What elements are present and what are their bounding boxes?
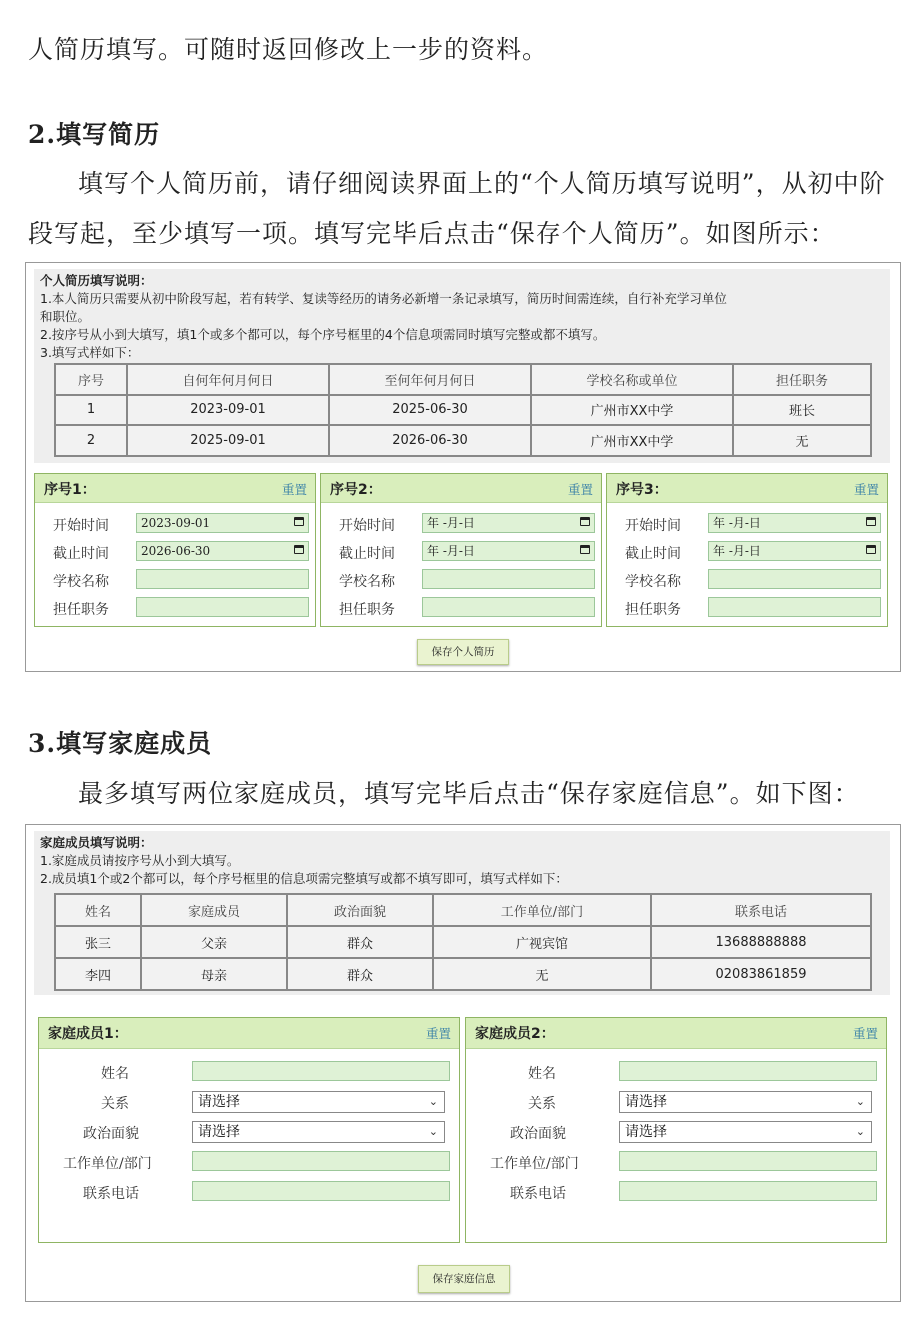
end-time-label: 截止时间 [53, 546, 109, 562]
section-heading-resume: 2.填写简历 [28, 120, 161, 149]
role-input[interactable] [708, 597, 881, 617]
relation-select[interactable]: 请选择 ⌄ [192, 1091, 445, 1113]
chevron-down-icon[interactable]: ⌄ [855, 1095, 865, 1108]
table-cell: 父亲 [142, 927, 286, 957]
political-select[interactable]: 请选择 ⌄ [619, 1121, 872, 1143]
intro-line: 人简历填写。可随时返回修改上一步的资料。 [28, 35, 549, 64]
table-cell: 无 [434, 959, 650, 989]
phone-input[interactable] [192, 1181, 450, 1201]
name-input[interactable] [619, 1061, 877, 1081]
relation-label: 关系 [528, 1096, 556, 1112]
school-name-input[interactable] [422, 569, 595, 589]
phone-input[interactable] [619, 1181, 877, 1201]
table-cell: 班长 [734, 396, 870, 425]
table-cell: 无 [734, 426, 870, 455]
family-card-title: 家庭成员1： [48, 1026, 128, 1042]
resume-card-1 [34, 473, 316, 627]
reset-link[interactable]: 重置 [425, 1026, 451, 1041]
table-cell: 1 [56, 396, 126, 425]
work-unit-input[interactable] [192, 1151, 450, 1171]
table-cell: 2025-09-01 [128, 426, 328, 455]
table-cell: 2023-09-01 [128, 396, 328, 425]
calendar-icon[interactable] [866, 517, 876, 526]
family-card-1 [38, 1017, 460, 1243]
table-header-cell: 序号 [56, 365, 126, 394]
table-header-cell: 学校名称或单位 [532, 365, 732, 394]
table-row [56, 426, 870, 455]
political-label: 政治面貌 [83, 1126, 139, 1142]
table-header-cell: 家庭成员 [142, 895, 286, 925]
table-header-cell: 工作单位/部门 [434, 895, 650, 925]
table-row [56, 927, 870, 957]
start-time-label: 开始时间 [53, 518, 109, 534]
resume-card-title: 序号2： [330, 482, 382, 498]
resume-card-3 [606, 473, 888, 627]
calendar-icon[interactable] [294, 545, 304, 554]
end-date-input[interactable]: 年 -月-日 [422, 541, 595, 561]
table-cell: 2026-06-30 [330, 426, 530, 455]
table-cell: 李四 [56, 959, 140, 989]
school-name-label: 学校名称 [53, 574, 109, 590]
school-name-label: 学校名称 [339, 574, 395, 590]
role-label: 担任职务 [339, 602, 395, 618]
family-card-2 [465, 1017, 887, 1243]
resume-note-2: 2.按序号从小到大填写，填1个或多个都可以，每个序号框里的4个信息项需同时填写完整或都不填写。 [40, 327, 606, 342]
family-form-screenshot [25, 824, 901, 1302]
resume-card-title: 序号1： [44, 482, 96, 498]
school-name-label: 学校名称 [625, 574, 681, 590]
family-instruction-line: 最多填写两位家庭成员，填写完毕后点击“保存家庭信息”。如下图： [78, 779, 860, 808]
resume-example-table [54, 363, 872, 457]
table-cell: 13688888888 [652, 927, 870, 957]
work-unit-label: 工作单位/部门 [63, 1156, 152, 1172]
work-unit-label: 工作单位/部门 [490, 1156, 579, 1172]
resume-instruction-line1: 填写个人简历前，请仔细阅读界面上的“个人简历填写说明”，从初中阶 [78, 169, 886, 198]
table-cell: 母亲 [142, 959, 286, 989]
save-family-button[interactable]: 保存家庭信息 [418, 1265, 510, 1293]
table-cell: 群众 [288, 959, 432, 989]
table-cell: 2 [56, 426, 126, 455]
start-date-input[interactable]: 2023-09-01 [136, 513, 309, 533]
table-header-row [56, 895, 870, 925]
table-cell: 群众 [288, 927, 432, 957]
name-label: 姓名 [101, 1066, 129, 1082]
table-row [56, 396, 870, 425]
resume-note-1: 1.本人简历只需要从初中阶段写起，若有转学、复读等经历的请务必新增一条记录填写，简历时间需连续，自行补充学习单位 [40, 291, 727, 306]
phone-label: 联系电话 [510, 1186, 566, 1202]
start-time-label: 开始时间 [625, 518, 681, 534]
start-date-input[interactable]: 年 -月-日 [708, 513, 881, 533]
chevron-down-icon[interactable]: ⌄ [428, 1095, 438, 1108]
table-cell: 张三 [56, 927, 140, 957]
family-card-title: 家庭成员2： [475, 1026, 555, 1042]
family-note-1: 1.家庭成员请按序号从小到大填写。 [40, 853, 240, 868]
chevron-down-icon[interactable]: ⌄ [855, 1125, 865, 1138]
calendar-icon[interactable] [866, 545, 876, 554]
resume-note-1-cont: 和职位。 [40, 309, 91, 324]
role-label: 担任职务 [53, 602, 109, 618]
start-date-input[interactable]: 年 -月-日 [422, 513, 595, 533]
political-select[interactable]: 请选择 ⌄ [192, 1121, 445, 1143]
resume-note-3: 3.填写式样如下： [40, 345, 140, 360]
reset-link[interactable]: 重置 [281, 482, 307, 497]
school-name-input[interactable] [136, 569, 309, 589]
calendar-icon[interactable] [580, 517, 590, 526]
table-cell: 广州市XX中学 [532, 396, 732, 425]
resume-notes-panel [34, 269, 890, 463]
role-input[interactable] [136, 597, 309, 617]
calendar-icon[interactable] [294, 517, 304, 526]
table-header-cell: 担任职务 [734, 365, 870, 394]
table-header-cell: 政治面貌 [288, 895, 432, 925]
phone-label: 联系电话 [83, 1186, 139, 1202]
resume-instruction-line2: 段写起，至少填写一项。填写完毕后点击“保存个人简历”。如图所示： [28, 219, 836, 248]
end-date-input[interactable]: 年 -月-日 [708, 541, 881, 561]
table-header-cell: 联系电话 [652, 895, 870, 925]
table-cell: 2025-06-30 [330, 396, 530, 425]
reset-link[interactable]: 重置 [567, 482, 593, 497]
end-time-label: 截止时间 [625, 546, 681, 562]
resume-notes-title: 个人简历填写说明： [40, 273, 153, 288]
family-note-2: 2.成员填1个或2个都可以，每个序号框里的信息项需完整填写或都不填写即可，填写式样如下： [40, 871, 568, 886]
resume-form-screenshot [25, 262, 901, 672]
name-input[interactable] [192, 1061, 450, 1081]
table-header-cell: 自何年何月何日 [128, 365, 328, 394]
reset-link[interactable]: 重置 [853, 482, 879, 497]
table-cell: 广视宾馆 [434, 927, 650, 957]
role-label: 担任职务 [625, 602, 681, 618]
table-header-cell: 姓名 [56, 895, 140, 925]
relation-select[interactable]: 请选择 ⌄ [619, 1091, 872, 1113]
save-resume-button[interactable]: 保存个人简历 [417, 639, 509, 665]
start-time-label: 开始时间 [339, 518, 395, 534]
reset-link[interactable]: 重置 [852, 1026, 878, 1041]
work-unit-input[interactable] [619, 1151, 877, 1171]
resume-card-title: 序号3： [616, 482, 668, 498]
section-heading-family: 3.填写家庭成员 [28, 729, 213, 758]
table-row [56, 959, 870, 989]
family-notes-panel [34, 831, 890, 995]
table-header-cell: 至何年何月何日 [330, 365, 530, 394]
family-notes-title: 家庭成员填写说明： [40, 835, 153, 850]
chevron-down-icon[interactable]: ⌄ [428, 1125, 438, 1138]
table-header-row [56, 365, 870, 394]
calendar-icon[interactable] [580, 545, 590, 554]
table-cell: 广州市XX中学 [532, 426, 732, 455]
relation-label: 关系 [101, 1096, 129, 1112]
name-label: 姓名 [528, 1066, 556, 1082]
political-label: 政治面貌 [510, 1126, 566, 1142]
role-input[interactable] [422, 597, 595, 617]
school-name-input[interactable] [708, 569, 881, 589]
end-time-label: 截止时间 [339, 546, 395, 562]
family-example-table [54, 893, 872, 991]
resume-card-2 [320, 473, 602, 627]
end-date-input[interactable]: 2026-06-30 [136, 541, 309, 561]
table-cell: 02083861859 [652, 959, 870, 989]
